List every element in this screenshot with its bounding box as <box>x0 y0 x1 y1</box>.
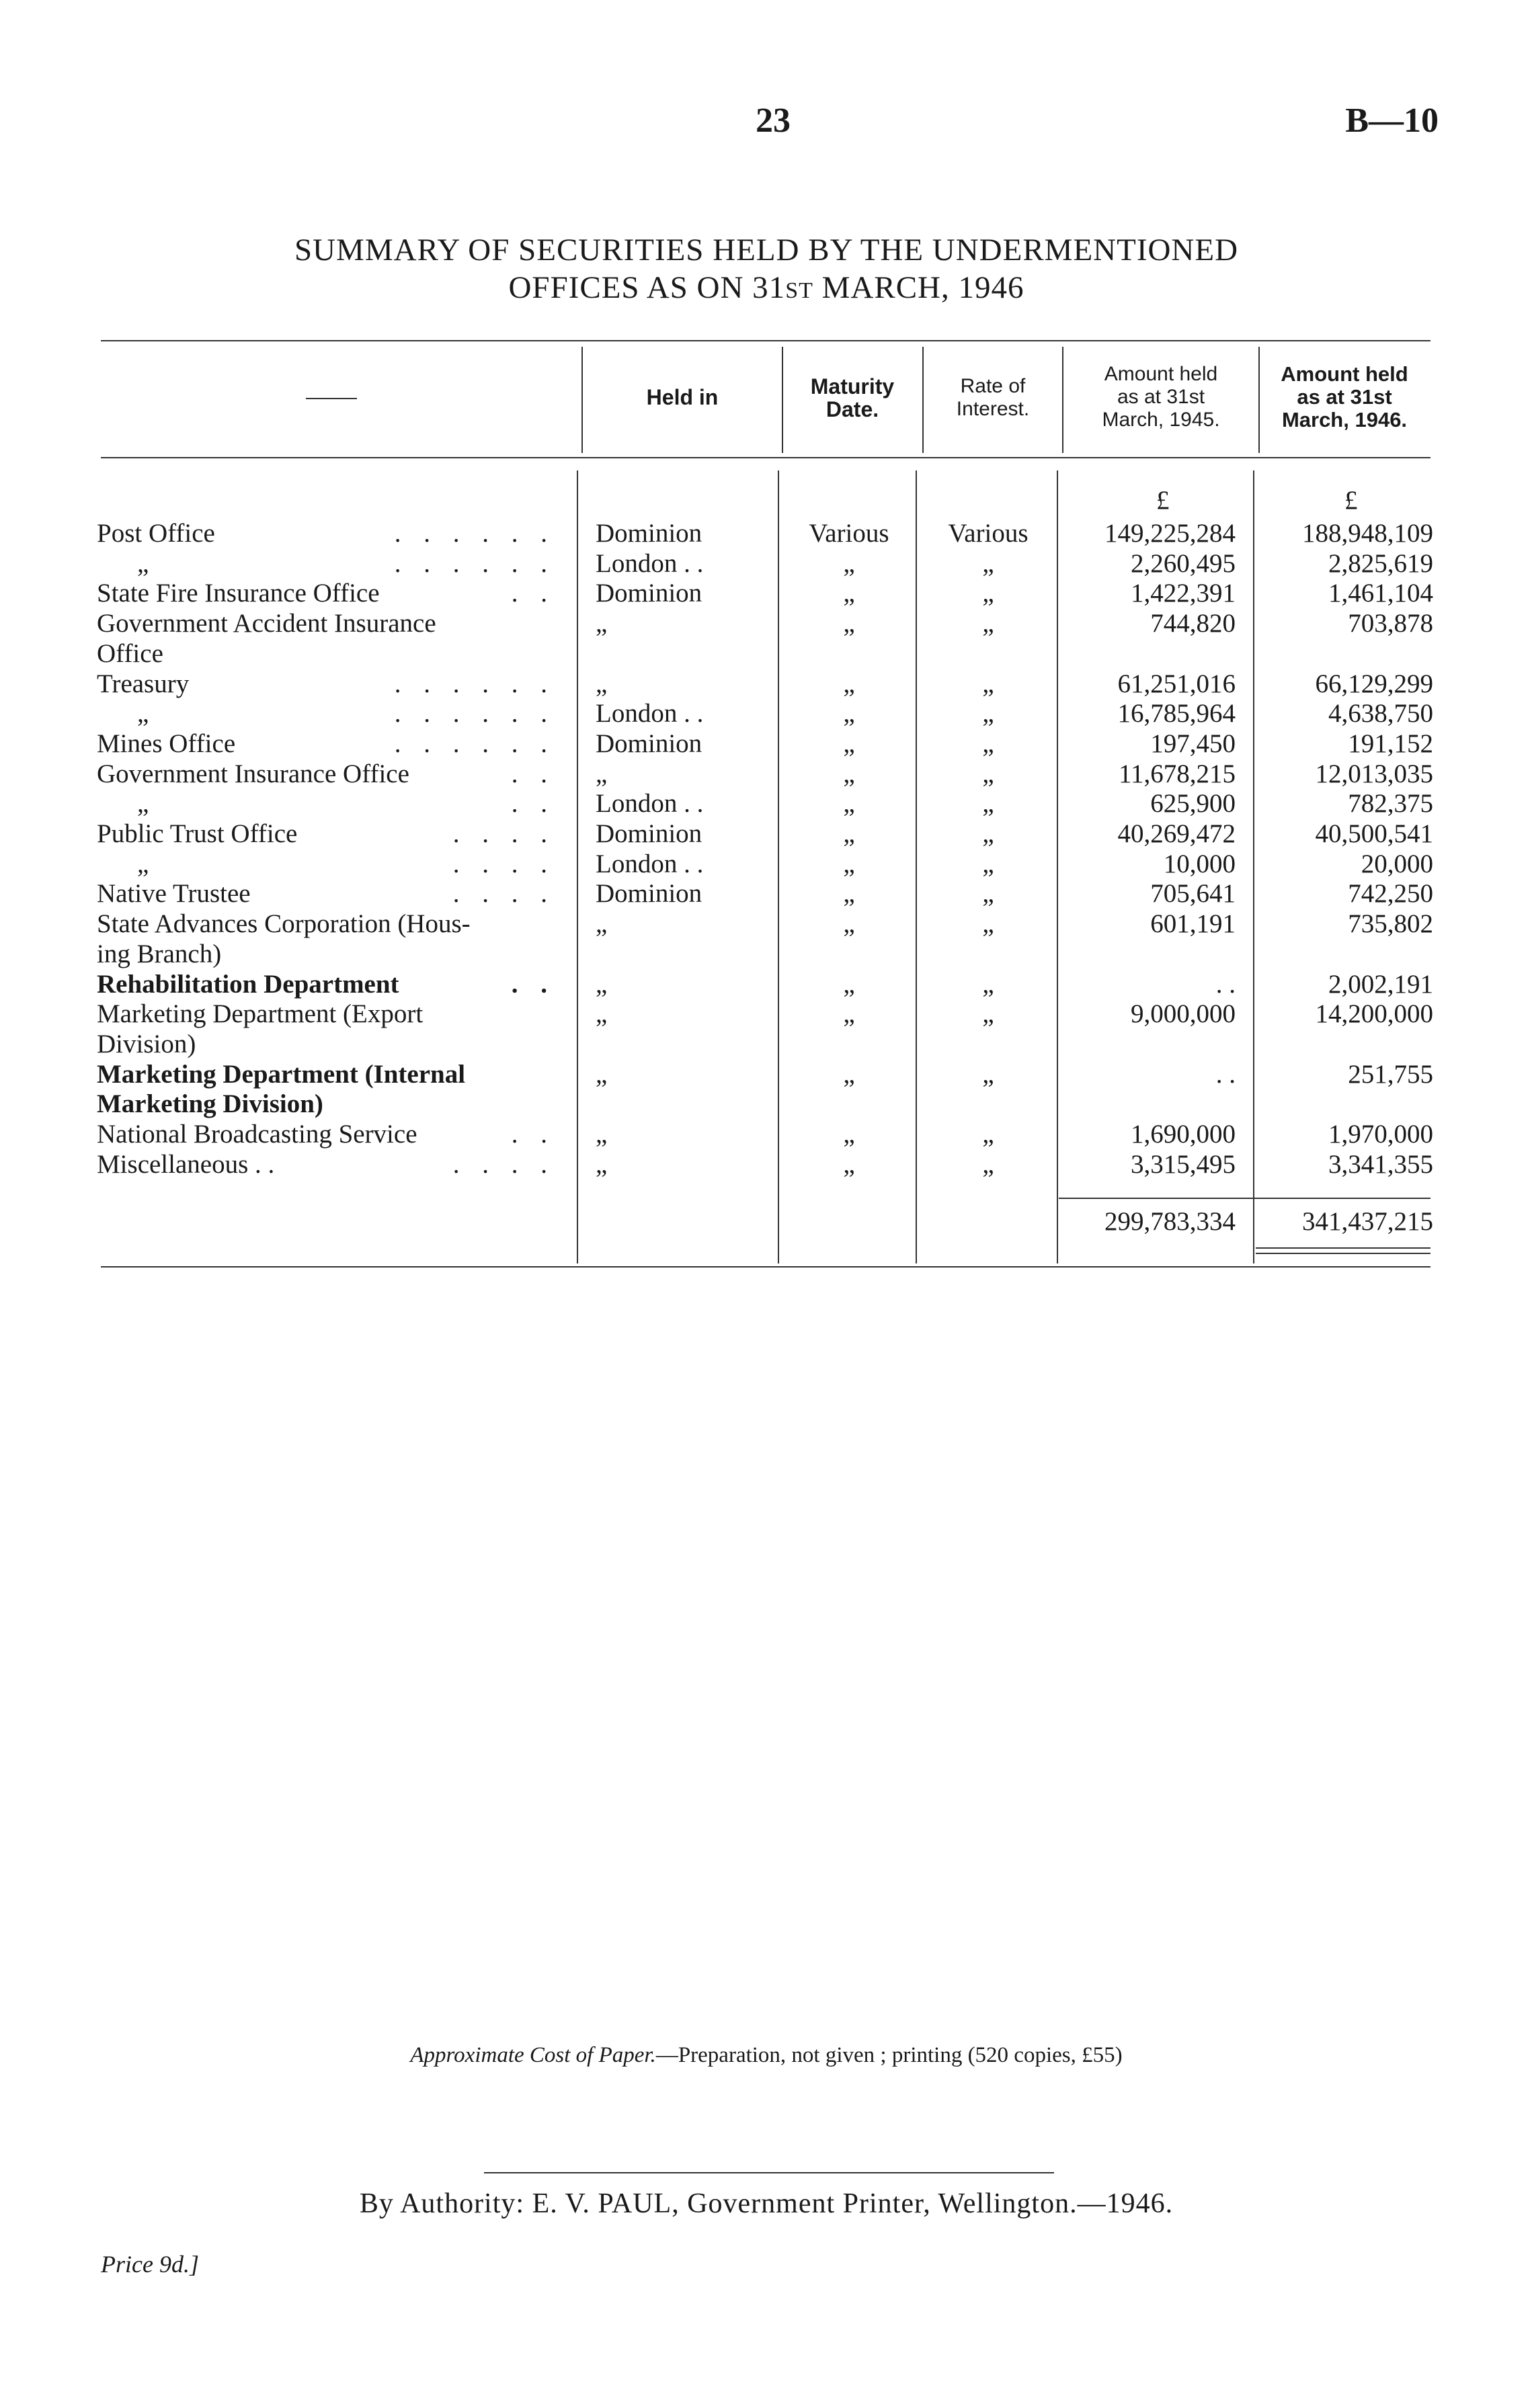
maturity-cell: „ <box>843 819 855 848</box>
table-row <box>0 1030 1530 1059</box>
leader-dots: . . . . . . <box>394 729 555 758</box>
amount-1945-cell: 705,641 <box>1150 879 1236 909</box>
amount-1946-cell: 1,970,000 <box>1328 1120 1433 1149</box>
leader-dots: . . . . <box>452 1149 555 1179</box>
amount-1945-cell: 1,690,000 <box>1131 1120 1236 1149</box>
office-name: „ <box>137 789 149 819</box>
amount-1945-cell: . . <box>1215 1059 1236 1089</box>
amount-1945-cell: 61,251,016 <box>1117 669 1236 698</box>
amount-1946-cell: 66,129,299 <box>1315 669 1433 698</box>
office-name: Rehabilitation Department <box>97 969 399 999</box>
maturity-cell: „ <box>843 579 855 608</box>
amount-1946-cell: 2,825,619 <box>1328 548 1433 578</box>
table-row <box>0 1150 1530 1179</box>
amount-1946-cell: 703,878 <box>1348 609 1433 638</box>
rate-cell: „ <box>982 999 994 1029</box>
office-cell <box>97 609 561 638</box>
held-in-cell: „ <box>596 969 608 999</box>
maturity-cell: „ <box>843 969 855 999</box>
totals-double-rule-2 <box>1256 1253 1431 1254</box>
maturity-cell: „ <box>843 909 855 939</box>
header-amount-1945-line-1: Amount held <box>1104 363 1218 385</box>
header-amount-1946-line-2: as at 31st <box>1297 385 1392 409</box>
rate-cell: „ <box>982 609 994 638</box>
leader-dots: . . <box>511 759 555 788</box>
header-maturity-line-1: Maturity <box>810 374 895 399</box>
table-top-rule <box>101 340 1431 341</box>
amount-1945-cell: . . <box>1215 969 1236 999</box>
office-name: Government Insurance Office <box>97 759 409 788</box>
maturity-cell: „ <box>843 669 855 698</box>
rate-cell: „ <box>982 909 994 939</box>
leader-dots: . . . . . . <box>394 669 555 698</box>
table-row <box>0 909 1530 939</box>
office-cell <box>97 549 561 579</box>
table-row <box>0 970 1530 999</box>
amount-1945-cell: 149,225,284 <box>1104 519 1236 548</box>
leader-dots: . . . . <box>452 849 555 878</box>
title-line-2a: OFFICES AS ON 31 <box>508 270 786 305</box>
table-row <box>0 1120 1530 1149</box>
held-in-cell: „ <box>596 909 608 939</box>
office-name: Marketing Department (Export <box>97 999 424 1029</box>
maturity-cell: „ <box>843 999 855 1029</box>
header-amount-1945 <box>1064 363 1258 431</box>
office-cell <box>97 1150 561 1179</box>
title-line-2b: MARCH, 1946 <box>813 270 1024 305</box>
office-name: Marketing Department (Internal <box>97 1059 466 1089</box>
table-row <box>0 579 1530 608</box>
office-name: Office <box>97 638 163 668</box>
held-in-cell: „ <box>596 1149 608 1179</box>
totals-double-rule-1 <box>1256 1247 1431 1249</box>
price-note: Price 9d.] <box>101 2251 199 2278</box>
held-in-cell: Dominion <box>596 819 702 848</box>
office-cell <box>97 669 561 699</box>
office-name: National Broadcasting Service <box>97 1120 417 1149</box>
rate-cell: „ <box>982 1120 994 1149</box>
office-name: ing Branch) <box>97 939 222 968</box>
table-row <box>0 759 1530 789</box>
maturity-cell: „ <box>843 789 855 819</box>
amount-1946-cell: 3,341,355 <box>1328 1149 1433 1179</box>
totals-row <box>0 1207 1530 1237</box>
held-in-cell: London . . <box>596 849 704 878</box>
title-line-2 <box>134 269 1398 310</box>
rate-cell: „ <box>982 789 994 819</box>
amount-1946-cell: 191,152 <box>1348 729 1433 758</box>
col-divider-2 <box>782 347 783 453</box>
office-cell <box>97 1060 561 1089</box>
leader-dots: . . <box>511 1120 555 1149</box>
maturity-cell: „ <box>843 548 855 578</box>
office-cell <box>97 729 561 759</box>
amount-1946-cell: 2,002,191 <box>1328 969 1433 999</box>
held-in-cell: „ <box>596 609 608 638</box>
leader-dots: . . <box>511 969 555 999</box>
total-1945: 299,783,334 <box>1104 1207 1236 1236</box>
table-row <box>0 609 1530 638</box>
maturity-cell: „ <box>843 759 855 788</box>
rate-cell: Various <box>948 519 1029 548</box>
table-row <box>0 639 1530 669</box>
amount-1946-cell: 735,802 <box>1348 909 1433 939</box>
printer-authority: By Authority: E. V. PAUL, Government Printer, Wellington.—1946. <box>359 2188 1174 2219</box>
amount-1945-cell: 40,269,472 <box>1117 819 1236 848</box>
currency-1946: £ <box>1344 486 1358 515</box>
report-code: B—10 <box>1345 101 1439 140</box>
held-in-cell: London . . <box>596 548 704 578</box>
rate-cell: „ <box>982 819 994 848</box>
header-amount-1946-line-3: March, 1946. <box>1281 408 1408 431</box>
held-in-cell: London . . <box>596 789 704 819</box>
maturity-cell: „ <box>843 609 855 638</box>
total-1946: 341,437,215 <box>1302 1207 1433 1236</box>
office-name: State Advances Corporation (Hous- <box>97 909 471 939</box>
header-amount-1945-line-2: as at 31st <box>1117 386 1205 408</box>
office-name: „ <box>137 849 149 878</box>
totals-top-rule <box>1059 1198 1431 1199</box>
held-in-cell: Dominion <box>596 519 702 548</box>
cost-text: —Preparation, not given ; printing (520 copies, £55) <box>655 2043 1123 2067</box>
office-name: Government Accident Insurance <box>97 609 436 638</box>
table-row <box>0 940 1530 969</box>
amount-1946-cell: 20,000 <box>1361 849 1433 878</box>
held-in-cell: „ <box>596 999 608 1029</box>
header-rate-line-2: Interest. <box>956 398 1030 420</box>
office-name: Marketing Division) <box>97 1089 323 1119</box>
office-name: Public Trust Office <box>97 819 298 848</box>
table-row <box>0 789 1530 819</box>
table-row <box>0 819 1530 849</box>
amount-1945-cell: 11,678,215 <box>1118 759 1236 788</box>
amount-1945-cell: 1,422,391 <box>1131 579 1236 608</box>
maturity-cell: „ <box>843 1149 855 1179</box>
held-in-cell: „ <box>596 759 608 788</box>
amount-1945-cell: 16,785,964 <box>1117 699 1236 729</box>
office-cell <box>97 639 561 669</box>
office-cell <box>97 759 561 789</box>
rate-cell: „ <box>982 1059 994 1089</box>
held-in-cell: „ <box>596 669 608 698</box>
amount-1946-cell: 4,638,750 <box>1328 699 1433 729</box>
rate-cell: „ <box>982 699 994 729</box>
office-cell <box>97 849 561 879</box>
table-row <box>0 549 1530 579</box>
rate-cell: „ <box>982 669 994 698</box>
header-amount-1946-line-1: Amount held <box>1281 362 1408 386</box>
office-name: Division) <box>97 1029 196 1058</box>
currency-1945: £ <box>1156 486 1170 515</box>
office-name: Mines Office <box>97 729 236 758</box>
leader-dots: . . . . . . <box>394 519 555 548</box>
office-cell <box>97 789 561 819</box>
office-name: Miscellaneous . . <box>97 1149 275 1179</box>
amount-1945-cell: 744,820 <box>1150 609 1236 638</box>
leader-dots: . . . . <box>452 879 555 909</box>
office-cell <box>97 519 561 548</box>
cost-label: Approximate Cost of Paper. <box>410 2043 656 2067</box>
amount-1945-cell: 601,191 <box>1150 909 1236 939</box>
held-in-cell: „ <box>596 1120 608 1149</box>
amount-1945-cell: 197,450 <box>1150 729 1236 758</box>
amount-1946-cell: 251,755 <box>1348 1059 1433 1089</box>
table-bottom-rule <box>101 1266 1431 1268</box>
document-title <box>134 231 1398 310</box>
table-row <box>0 1089 1530 1119</box>
title-superscript: ST <box>785 278 813 303</box>
office-cell <box>97 1089 561 1119</box>
office-cell <box>97 699 561 729</box>
rate-cell: „ <box>982 1149 994 1179</box>
col-divider-3 <box>922 347 924 453</box>
amount-1946-cell: 40,500,541 <box>1315 819 1433 848</box>
rate-cell: „ <box>982 759 994 788</box>
header-held-in: Held in <box>646 385 719 409</box>
held-in-cell: Dominion <box>596 879 702 909</box>
maturity-cell: „ <box>843 1059 855 1089</box>
amount-1946-cell: 1,461,104 <box>1328 579 1433 608</box>
table-row <box>0 1060 1530 1089</box>
office-name: Post Office <box>97 519 215 548</box>
office-cell <box>97 940 561 969</box>
amount-1945-cell: 3,315,495 <box>1131 1149 1236 1179</box>
amount-1946-cell: 14,200,000 <box>1315 999 1433 1029</box>
rate-cell: „ <box>982 849 994 878</box>
header-maturity-date <box>784 375 921 421</box>
amount-1945-cell: 10,000 <box>1163 849 1236 878</box>
office-cell <box>97 909 561 939</box>
office-cell <box>97 999 561 1029</box>
amount-1945-cell: 2,260,495 <box>1131 548 1236 578</box>
maturity-cell: „ <box>843 849 855 878</box>
office-name: Treasury <box>97 669 190 698</box>
header-bottom-rule <box>101 457 1431 458</box>
held-in-cell: „ <box>596 1059 608 1089</box>
table-row <box>0 519 1530 548</box>
maturity-cell: „ <box>843 699 855 729</box>
maturity-cell: „ <box>843 879 855 909</box>
authority-rule <box>484 2172 1054 2173</box>
title-line-1: SUMMARY OF SECURITIES HELD BY THE UNDERMENTIONED <box>294 233 1239 267</box>
table-row <box>0 729 1530 759</box>
held-in-cell: Dominion <box>596 729 702 758</box>
amount-1946-cell: 742,250 <box>1348 879 1433 909</box>
table-row <box>0 849 1530 879</box>
office-name: „ <box>137 548 149 578</box>
office-name: State Fire Insurance Office <box>97 579 380 608</box>
amount-1945-cell: 9,000,000 <box>1131 999 1236 1029</box>
office-cell <box>97 579 561 608</box>
header-rate-of-interest <box>924 375 1061 421</box>
office-cell <box>97 1030 561 1059</box>
leader-dots: . . <box>511 579 555 608</box>
held-in-cell: London . . <box>596 699 704 729</box>
col-divider-5 <box>1258 347 1260 453</box>
office-cell <box>97 1120 561 1149</box>
table-row <box>0 999 1530 1029</box>
header-amount-1946 <box>1260 363 1428 431</box>
cost-note <box>134 2043 1398 2068</box>
page-number: 23 <box>756 101 791 140</box>
col-divider-4 <box>1062 347 1063 453</box>
header-maturity-line-2: Date. <box>826 397 879 421</box>
office-name: „ <box>137 699 149 729</box>
held-in-cell: Dominion <box>596 579 702 608</box>
office-name: Native Trustee <box>97 879 251 909</box>
leader-dots: . . . . . . <box>394 548 555 578</box>
amount-1945-cell: 625,900 <box>1150 789 1236 819</box>
leader-dots: . . . . . . <box>394 699 555 729</box>
header-amount-1945-line-3: March, 1945. <box>1102 409 1220 431</box>
rate-cell: „ <box>982 548 994 578</box>
table-row <box>0 669 1530 699</box>
col-divider-1 <box>581 347 583 453</box>
header-rate-line-1: Rate of <box>960 375 1026 397</box>
maturity-cell: Various <box>809 519 889 548</box>
amount-1946-cell: 12,013,035 <box>1315 759 1433 788</box>
maturity-cell: „ <box>843 1120 855 1149</box>
rate-cell: „ <box>982 729 994 758</box>
office-cell <box>97 819 561 849</box>
leader-dots: . . <box>511 789 555 819</box>
office-cell <box>97 970 561 999</box>
amount-1946-cell: 782,375 <box>1348 789 1433 819</box>
table-row <box>0 699 1530 729</box>
office-cell <box>97 879 561 909</box>
rate-cell: „ <box>982 969 994 999</box>
maturity-cell: „ <box>843 729 855 758</box>
amount-1946-cell: 188,948,109 <box>1302 519 1433 548</box>
leader-dots: . . . . <box>452 819 555 848</box>
table-row <box>0 879 1530 909</box>
office-column-dash <box>306 398 357 399</box>
rate-cell: „ <box>982 579 994 608</box>
rate-cell: „ <box>982 879 994 909</box>
